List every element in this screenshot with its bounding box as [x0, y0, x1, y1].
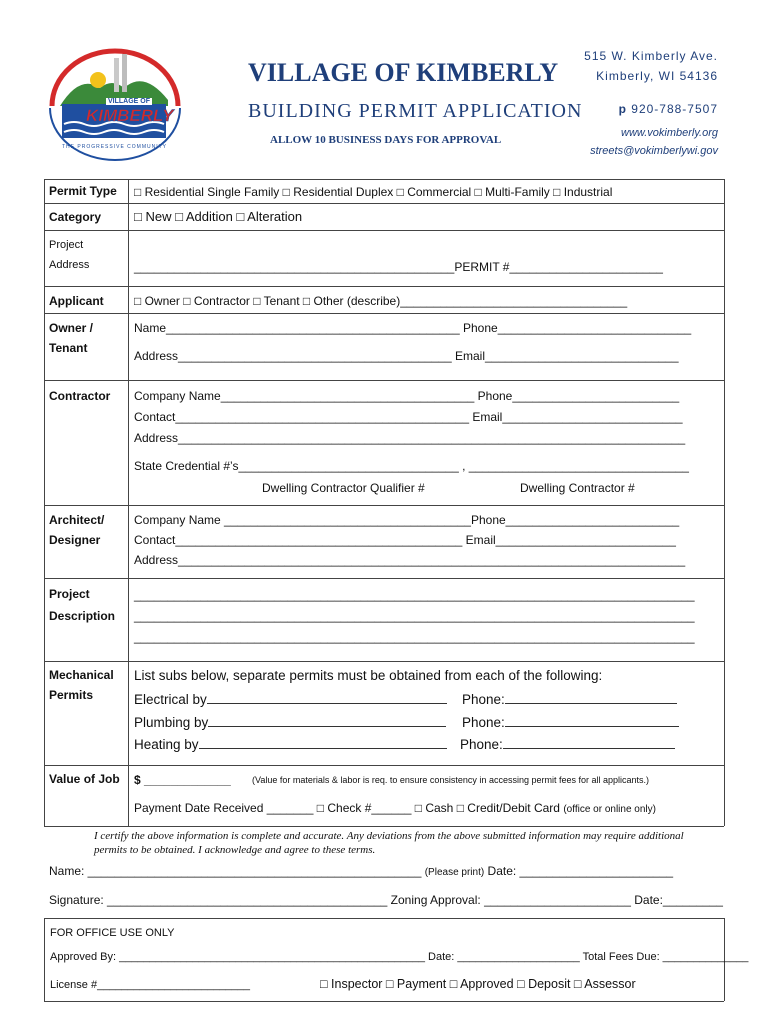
mechanical-label-1: Mechanical: [49, 668, 114, 682]
owner-label-2: Tenant: [49, 341, 88, 355]
payment-options[interactable]: Payment Date Received _______ □ Check #______ □ Cash □ Credit/Debit Card: [134, 801, 560, 815]
description-label-2: Description: [49, 609, 116, 623]
plumbing-row: [134, 712, 446, 733]
architect-contact-field[interactable]: Contact___________________________________________ Email___________________________: [134, 533, 676, 547]
applicant-label: Applicant: [49, 294, 104, 308]
owner-address-field[interactable]: Address_________________________________________ Email_____________________________: [134, 349, 679, 363]
plumbing-phone-field[interactable]: [505, 712, 679, 727]
certify-text-1: I certify the above information is complete and accurate. Any deviations from the above submitted information may require additional: [94, 830, 684, 842]
mechanical-intro: List subs below, separate permits must be obtained from each of the following:: [134, 668, 603, 683]
heating-phone-label: Phone:: [460, 737, 503, 752]
logo-text-village: VILLAGE OF: [108, 98, 150, 105]
page-subtitle: BUILDING PERMIT APPLICATION: [248, 100, 583, 122]
project-address-label: [49, 235, 89, 275]
address-line-2: Kimberly, WI 54136: [596, 69, 718, 83]
email-link[interactable]: streets@vokimberlywi.gov: [590, 145, 718, 157]
description-line-2[interactable]: ____________________________________________________________________________________: [134, 609, 695, 623]
payment-row: [134, 798, 656, 820]
office-use-title: FOR OFFICE USE ONLY: [50, 927, 175, 939]
project-address-field[interactable]: ________________________________________________PERMIT #_______________________: [134, 260, 663, 274]
village-logo: [40, 44, 190, 164]
permit-type-label: Permit Type: [49, 184, 117, 198]
electrical-label: Electrical by: [134, 692, 207, 707]
office-license-field[interactable]: License #_________________________: [50, 979, 251, 991]
value-dollar-field[interactable]: $ _____________: [134, 773, 231, 787]
project-address-label-1: Project: [49, 239, 84, 251]
category-label: Category: [49, 210, 102, 224]
qualifier-caption: Dwelling Contractor Qualifier #: [262, 481, 425, 495]
architect-label-2: Designer: [49, 533, 101, 547]
owner-label-1: Owner /: [49, 321, 94, 335]
description-line-3[interactable]: ____________________________________________________________________________________: [134, 630, 695, 644]
logo-ring-text: THE PROGRESSIVE COMMUNITY: [62, 144, 168, 150]
permit-type-options[interactable]: □ Residential Single Family □ Residential Duplex □ Commercial □ Multi-Family □ Industrial: [134, 185, 613, 199]
heating-label: Heating by: [134, 737, 199, 752]
contractor-credential-field[interactable]: State Credential #’s_________________________________ , _________________________________: [134, 459, 689, 473]
heating-phone-row: [460, 734, 675, 755]
page-title: VILLAGE OF KIMBERLY: [248, 58, 559, 87]
architect-company-field[interactable]: Company Name _____________________________________Phone__________________________: [134, 513, 680, 527]
signer-date-field[interactable]: Date: _______________________: [487, 864, 674, 878]
heating-row: [134, 734, 447, 755]
office-approved-row[interactable]: Approved By: __________________________________________________ Date: ____________________ Total Fees Due: ______________: [50, 951, 749, 963]
plumbing-phone-row: [462, 712, 679, 733]
logo-text-kimberly: KIMBERLY: [86, 106, 174, 125]
signer-name-field[interactable]: Name: __________________________________________________: [49, 864, 422, 878]
architect-label-1: Architect/: [49, 513, 105, 527]
signature-row[interactable]: Signature: __________________________________________ Zoning Approval: ______________________ Date:_________: [49, 893, 723, 907]
plumbing-phone-label: Phone:: [462, 715, 505, 730]
mechanical-label-2: Permits: [49, 688, 94, 702]
electrical-phone-row: [462, 689, 677, 710]
electrical-row: [134, 689, 447, 710]
architect-address-field[interactable]: Address____________________________________________________________________________: [134, 553, 686, 567]
applicant-options[interactable]: □ Owner □ Contractor □ Tenant □ Other (describe)__________________________________: [134, 294, 628, 308]
office-checkboxes[interactable]: □ Inspector □ Payment □ Approved □ Deposit □ Assessor: [320, 977, 636, 991]
description-label: [49, 583, 115, 627]
owner-name-field[interactable]: Name____________________________________________ Phone_____________________________: [134, 321, 692, 335]
value-note: (Value for materials & labor is req. to ensure consistency in accessing permit fees for all applicants.): [252, 775, 650, 785]
mechanical-label: [49, 665, 114, 705]
plumbing-label: Plumbing by: [134, 715, 209, 730]
approval-notice: ALLOW 10 BUSINESS DAYS FOR APPROVAL: [270, 134, 502, 146]
description-label-1: Project: [49, 587, 90, 601]
website-link[interactable]: www.vokimberly.org: [621, 127, 718, 139]
category-options[interactable]: □ New □ Addition □ Alteration: [134, 209, 303, 224]
contractor-address-field[interactable]: Address____________________________________________________________________________: [134, 431, 686, 445]
signer-name-row: [49, 861, 673, 883]
architect-label: [49, 510, 104, 550]
phone-line: [518, 100, 718, 118]
electrical-phone-field[interactable]: [505, 689, 677, 704]
plumbing-field[interactable]: [208, 712, 446, 727]
project-address-label-2: Address: [49, 259, 90, 271]
description-line-1[interactable]: ____________________________________________________________________________________: [134, 588, 695, 602]
contractor-contact-field[interactable]: Contact____________________________________________ Email___________________________: [134, 410, 683, 424]
please-print-note: (Please print): [424, 867, 485, 878]
owner-label: [49, 318, 93, 358]
contact-block: [518, 46, 718, 160]
value-label: Value of Job: [49, 772, 120, 786]
electrical-phone-label: Phone:: [462, 692, 505, 707]
heating-field[interactable]: [199, 734, 447, 749]
electrical-field[interactable]: [207, 689, 447, 704]
heating-phone-field[interactable]: [503, 734, 675, 749]
contractor-company-field[interactable]: Company Name______________________________________ Phone_________________________: [134, 389, 680, 403]
contractor-label: Contractor: [49, 389, 111, 403]
certify-text-2: permits to be obtained. I acknowledge and agree to these terms.: [94, 844, 376, 856]
dwelling-contractor-caption: Dwelling Contractor #: [520, 481, 635, 495]
address-line-1: 515 W. Kimberly Ave.: [584, 49, 718, 63]
phone-number: 920-788-7507: [631, 102, 718, 116]
phone-prefix: p: [618, 102, 627, 116]
payment-note: (office or online only): [563, 804, 656, 815]
